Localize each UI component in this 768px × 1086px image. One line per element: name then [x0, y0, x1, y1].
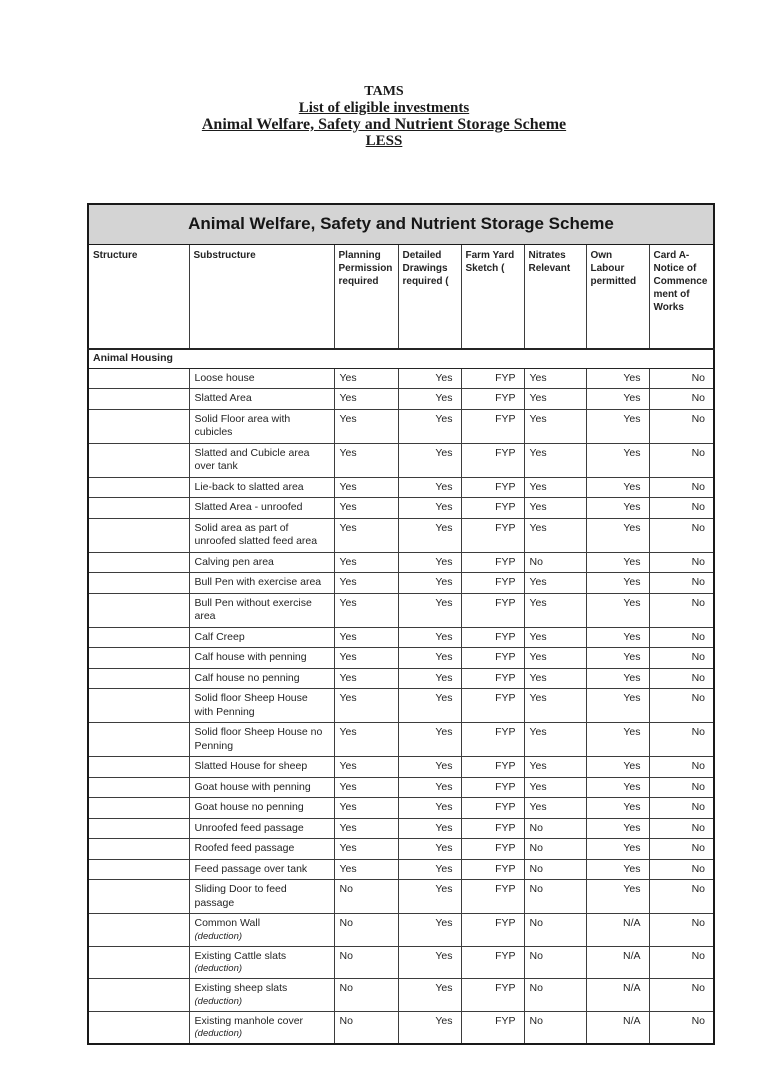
- farm-yard-sketch-cell: FYP: [461, 443, 524, 477]
- substructure-label: Calf house with penning: [194, 651, 307, 663]
- table-row: [88, 668, 714, 689]
- nitrates-relevant-cell: Yes: [524, 389, 586, 410]
- card-a-cell: No: [649, 668, 714, 689]
- substructure-label: Existing Cattle slats: [194, 949, 287, 962]
- table-row: [88, 477, 714, 498]
- planning-permission-cell: Yes: [334, 839, 398, 860]
- own-labour-cell: Yes: [586, 777, 649, 798]
- substructure-cell: [189, 593, 334, 627]
- own-labour-cell: Yes: [586, 443, 649, 477]
- table-row: [88, 518, 714, 552]
- substructure-label: Slatted House for sheep: [194, 760, 308, 772]
- farm-yard-sketch-cell: FYP: [461, 518, 524, 552]
- structure-cell: [88, 518, 189, 552]
- table-row: [88, 839, 714, 860]
- nitrates-relevant-cell: No: [524, 979, 586, 1012]
- nitrates-relevant-cell: No: [524, 1011, 586, 1044]
- nitrates-relevant-cell: Yes: [524, 689, 586, 723]
- table-row: [88, 627, 714, 648]
- substructure-cell: [189, 798, 334, 819]
- detailed-drawings-cell: Yes: [398, 798, 461, 819]
- farm-yard-sketch-cell: FYP: [461, 914, 524, 947]
- detailed-drawings-cell: Yes: [398, 946, 461, 979]
- card-a-cell: No: [649, 409, 714, 443]
- planning-permission-cell: Yes: [334, 689, 398, 723]
- column-header-planning-permission: Planning Permission required: [334, 244, 398, 349]
- substructure-label: Loose house: [194, 371, 255, 384]
- substructure-cell: [189, 368, 334, 389]
- planning-permission-cell: No: [334, 1011, 398, 1044]
- substructure-cell: [189, 859, 334, 880]
- deduction-note: (deduction): [194, 995, 243, 1007]
- card-a-cell: No: [649, 593, 714, 627]
- nitrates-relevant-cell: Yes: [524, 593, 586, 627]
- nitrates-relevant-cell: Yes: [524, 518, 586, 552]
- farm-yard-sketch-cell: FYP: [461, 627, 524, 648]
- card-a-cell: No: [649, 946, 714, 979]
- own-labour-cell: Yes: [586, 818, 649, 839]
- structure-cell: [88, 777, 189, 798]
- table-row: [88, 689, 714, 723]
- nitrates-relevant-cell: Yes: [524, 723, 586, 757]
- substructure-cell: [189, 914, 334, 947]
- table-row: [88, 498, 714, 519]
- substructure-label: Common Wall: [194, 917, 261, 929]
- card-a-cell: No: [649, 552, 714, 573]
- detailed-drawings-cell: Yes: [398, 723, 461, 757]
- planning-permission-cell: Yes: [334, 777, 398, 798]
- detailed-drawings-cell: Yes: [398, 914, 461, 947]
- nitrates-relevant-cell: Yes: [524, 777, 586, 798]
- card-a-cell: No: [649, 689, 714, 723]
- substructure-label: Existing manhole cover: [194, 1014, 304, 1027]
- structure-cell: [88, 627, 189, 648]
- substructure-label: Solid Floor area with cubicles: [194, 412, 291, 438]
- own-labour-cell: Yes: [586, 839, 649, 860]
- planning-permission-cell: Yes: [334, 518, 398, 552]
- card-a-cell: No: [649, 757, 714, 778]
- own-labour-cell: Yes: [586, 477, 649, 498]
- substructure-label: Bull Pen with exercise area: [194, 576, 322, 588]
- card-a-cell: No: [649, 723, 714, 757]
- table-row: [88, 648, 714, 669]
- detailed-drawings-cell: Yes: [398, 368, 461, 389]
- substructure-label: Calf Creep: [194, 630, 245, 643]
- table-title-row: [88, 204, 714, 244]
- table-row: [88, 389, 714, 410]
- substructure-label: Slatted Area - unroofed: [194, 501, 303, 513]
- structure-cell: [88, 368, 189, 389]
- card-a-cell: No: [649, 368, 714, 389]
- detailed-drawings-cell: Yes: [398, 880, 461, 914]
- own-labour-cell: N/A: [586, 914, 649, 947]
- scheme-table: [87, 203, 715, 1045]
- nitrates-relevant-cell: Yes: [524, 409, 586, 443]
- table-row: [88, 757, 714, 778]
- farm-yard-sketch-cell: FYP: [461, 668, 524, 689]
- structure-cell: [88, 1011, 189, 1044]
- card-a-cell: No: [649, 389, 714, 410]
- detailed-drawings-cell: Yes: [398, 648, 461, 669]
- table-row: [88, 880, 714, 914]
- own-labour-cell: N/A: [586, 979, 649, 1012]
- deduction-note: (deduction): [194, 1028, 243, 1039]
- own-labour-cell: Yes: [586, 498, 649, 519]
- own-labour-cell: N/A: [586, 946, 649, 979]
- own-labour-cell: Yes: [586, 627, 649, 648]
- detailed-drawings-cell: Yes: [398, 1011, 461, 1044]
- structure-cell: [88, 818, 189, 839]
- farm-yard-sketch-cell: FYP: [461, 389, 524, 410]
- structure-cell: [88, 593, 189, 627]
- doc-heading-less: LESS: [365, 133, 403, 149]
- detailed-drawings-cell: Yes: [398, 552, 461, 573]
- structure-cell: [88, 859, 189, 880]
- table-row: [88, 946, 714, 979]
- substructure-label: Unroofed feed passage: [194, 821, 304, 834]
- substructure-label: Slatted Area: [194, 392, 252, 404]
- structure-cell: [88, 979, 189, 1012]
- detailed-drawings-cell: Yes: [398, 839, 461, 860]
- table-row: [88, 593, 714, 627]
- table-title: Animal Welfare, Safety and Nutrient Storage Scheme: [88, 204, 714, 244]
- substructure-label: Solid floor Sheep House with Penning: [194, 692, 308, 718]
- detailed-drawings-cell: Yes: [398, 757, 461, 778]
- own-labour-cell: Yes: [586, 668, 649, 689]
- nitrates-relevant-cell: Yes: [524, 573, 586, 594]
- substructure-label: Bull Pen without exercise area: [194, 596, 312, 622]
- structure-cell: [88, 880, 189, 914]
- structure-cell: [88, 552, 189, 573]
- column-header-card-a: Card A-Notice of Commencement of Works: [649, 244, 714, 349]
- farm-yard-sketch-cell: FYP: [461, 859, 524, 880]
- farm-yard-sketch-cell: FYP: [461, 723, 524, 757]
- detailed-drawings-cell: Yes: [398, 689, 461, 723]
- planning-permission-cell: Yes: [334, 443, 398, 477]
- substructure-cell: [189, 946, 334, 979]
- substructure-cell: [189, 757, 334, 778]
- planning-permission-cell: Yes: [334, 648, 398, 669]
- deduction-note: (deduction): [194, 963, 243, 974]
- substructure-label: Calf house no penning: [194, 671, 300, 684]
- farm-yard-sketch-cell: FYP: [461, 552, 524, 573]
- farm-yard-sketch-cell: FYP: [461, 777, 524, 798]
- substructure-cell: [189, 648, 334, 669]
- planning-permission-cell: Yes: [334, 818, 398, 839]
- table-row: [88, 979, 714, 1012]
- table-row: [88, 798, 714, 819]
- planning-permission-cell: No: [334, 880, 398, 914]
- planning-permission-cell: Yes: [334, 859, 398, 880]
- structure-cell: [88, 723, 189, 757]
- detailed-drawings-cell: Yes: [398, 979, 461, 1012]
- substructure-cell: [189, 880, 334, 914]
- table-row: [88, 914, 714, 947]
- card-a-cell: No: [649, 777, 714, 798]
- nitrates-relevant-cell: No: [524, 839, 586, 860]
- column-header-structure: Structure: [88, 244, 189, 349]
- substructure-cell: [189, 498, 334, 519]
- planning-permission-cell: No: [334, 914, 398, 947]
- planning-permission-cell: Yes: [334, 668, 398, 689]
- column-header-row: [88, 244, 714, 349]
- farm-yard-sketch-cell: FYP: [461, 689, 524, 723]
- detailed-drawings-cell: Yes: [398, 498, 461, 519]
- substructure-cell: [189, 518, 334, 552]
- card-a-cell: No: [649, 839, 714, 860]
- farm-yard-sketch-cell: FYP: [461, 798, 524, 819]
- structure-cell: [88, 648, 189, 669]
- substructure-cell: [189, 477, 334, 498]
- structure-cell: [88, 839, 189, 860]
- own-labour-cell: Yes: [586, 880, 649, 914]
- detailed-drawings-cell: Yes: [398, 518, 461, 552]
- nitrates-relevant-cell: No: [524, 914, 586, 947]
- table-row: [88, 723, 714, 757]
- document-headings: [0, 84, 768, 149]
- nitrates-relevant-cell: Yes: [524, 668, 586, 689]
- planning-permission-cell: Yes: [334, 757, 398, 778]
- substructure-label: Slatted and Cubicle area over tank: [194, 446, 310, 472]
- card-a-cell: No: [649, 979, 714, 1012]
- doc-heading-scheme: Animal Welfare, Safety and Nutrient Storage Scheme: [201, 116, 567, 133]
- own-labour-cell: Yes: [586, 593, 649, 627]
- planning-permission-cell: Yes: [334, 477, 398, 498]
- structure-cell: [88, 498, 189, 519]
- detailed-drawings-cell: Yes: [398, 777, 461, 798]
- nitrates-relevant-cell: Yes: [524, 368, 586, 389]
- card-a-cell: No: [649, 443, 714, 477]
- planning-permission-cell: Yes: [334, 593, 398, 627]
- substructure-label: Solid floor Sheep House no Penning: [194, 726, 323, 752]
- substructure-label: Lie-back to slatted area: [194, 480, 304, 493]
- farm-yard-sketch-cell: FYP: [461, 946, 524, 979]
- substructure-cell: [189, 818, 334, 839]
- nitrates-relevant-cell: No: [524, 552, 586, 573]
- card-a-cell: No: [649, 518, 714, 552]
- substructure-cell: [189, 627, 334, 648]
- card-a-cell: No: [649, 859, 714, 880]
- substructure-cell: [189, 689, 334, 723]
- column-header-nitrates-relevant: Nitrates Relevant: [524, 244, 586, 349]
- structure-cell: [88, 668, 189, 689]
- table-row: [88, 573, 714, 594]
- substructure-cell: [189, 1011, 334, 1044]
- nitrates-relevant-cell: Yes: [524, 477, 586, 498]
- own-labour-cell: Yes: [586, 518, 649, 552]
- farm-yard-sketch-cell: FYP: [461, 648, 524, 669]
- own-labour-cell: N/A: [586, 1011, 649, 1044]
- farm-yard-sketch-cell: FYP: [461, 979, 524, 1012]
- substructure-label: Calving pen area: [194, 555, 274, 568]
- structure-cell: [88, 914, 189, 947]
- card-a-cell: No: [649, 573, 714, 594]
- card-a-cell: No: [649, 818, 714, 839]
- nitrates-relevant-cell: Yes: [524, 798, 586, 819]
- farm-yard-sketch-cell: FYP: [461, 593, 524, 627]
- card-a-cell: No: [649, 880, 714, 914]
- substructure-label: Solid area as part of unroofed slatted feed area: [194, 521, 318, 547]
- own-labour-cell: Yes: [586, 648, 649, 669]
- own-labour-cell: Yes: [586, 389, 649, 410]
- nitrates-relevant-cell: Yes: [524, 648, 586, 669]
- nitrates-relevant-cell: No: [524, 946, 586, 979]
- farm-yard-sketch-cell: FYP: [461, 818, 524, 839]
- section-label: Animal Housing: [88, 349, 714, 368]
- detailed-drawings-cell: Yes: [398, 668, 461, 689]
- doc-heading-tams: TAMS: [364, 84, 404, 99]
- table-row: [88, 1011, 714, 1044]
- column-header-substructure: Substructure: [189, 244, 334, 349]
- deduction-note: (deduction): [194, 930, 243, 942]
- planning-permission-cell: Yes: [334, 389, 398, 410]
- structure-cell: [88, 409, 189, 443]
- table-row: [88, 859, 714, 880]
- planning-permission-cell: Yes: [334, 723, 398, 757]
- nitrates-relevant-cell: No: [524, 859, 586, 880]
- farm-yard-sketch-cell: FYP: [461, 498, 524, 519]
- card-a-cell: No: [649, 914, 714, 947]
- structure-cell: [88, 757, 189, 778]
- card-a-cell: No: [649, 477, 714, 498]
- structure-cell: [88, 689, 189, 723]
- farm-yard-sketch-cell: FYP: [461, 757, 524, 778]
- substructure-label: Roofed feed passage: [194, 842, 295, 854]
- own-labour-cell: Yes: [586, 368, 649, 389]
- table-row: [88, 368, 714, 389]
- table-row: [88, 818, 714, 839]
- farm-yard-sketch-cell: FYP: [461, 573, 524, 594]
- column-header-own-labour: Own Labour permitted: [586, 244, 649, 349]
- detailed-drawings-cell: Yes: [398, 389, 461, 410]
- planning-permission-cell: Yes: [334, 368, 398, 389]
- own-labour-cell: Yes: [586, 798, 649, 819]
- own-labour-cell: Yes: [586, 723, 649, 757]
- detailed-drawings-cell: Yes: [398, 409, 461, 443]
- table-row: [88, 443, 714, 477]
- planning-permission-cell: Yes: [334, 627, 398, 648]
- farm-yard-sketch-cell: FYP: [461, 368, 524, 389]
- nitrates-relevant-cell: Yes: [524, 498, 586, 519]
- farm-yard-sketch-cell: FYP: [461, 880, 524, 914]
- detailed-drawings-cell: Yes: [398, 573, 461, 594]
- substructure-cell: [189, 409, 334, 443]
- planning-permission-cell: Yes: [334, 409, 398, 443]
- planning-permission-cell: Yes: [334, 798, 398, 819]
- substructure-cell: [189, 443, 334, 477]
- structure-cell: [88, 946, 189, 979]
- substructure-cell: [189, 389, 334, 410]
- card-a-cell: No: [649, 1011, 714, 1044]
- structure-cell: [88, 798, 189, 819]
- nitrates-relevant-cell: Yes: [524, 757, 586, 778]
- structure-cell: [88, 477, 189, 498]
- card-a-cell: No: [649, 798, 714, 819]
- farm-yard-sketch-cell: FYP: [461, 477, 524, 498]
- detailed-drawings-cell: Yes: [398, 443, 461, 477]
- nitrates-relevant-cell: Yes: [524, 627, 586, 648]
- substructure-label: Goat house no penning: [194, 801, 304, 813]
- planning-permission-cell: No: [334, 946, 398, 979]
- structure-cell: [88, 443, 189, 477]
- table-row: [88, 552, 714, 573]
- substructure-cell: [189, 552, 334, 573]
- substructure-cell: [189, 723, 334, 757]
- detailed-drawings-cell: Yes: [398, 818, 461, 839]
- detailed-drawings-cell: Yes: [398, 627, 461, 648]
- substructure-cell: [189, 839, 334, 860]
- own-labour-cell: Yes: [586, 757, 649, 778]
- farm-yard-sketch-cell: FYP: [461, 839, 524, 860]
- substructure-cell: [189, 573, 334, 594]
- substructure-label: Goat house with penning: [194, 780, 311, 793]
- nitrates-relevant-cell: No: [524, 880, 586, 914]
- card-a-cell: No: [649, 648, 714, 669]
- card-a-cell: No: [649, 627, 714, 648]
- substructure-cell: [189, 979, 334, 1012]
- detailed-drawings-cell: Yes: [398, 477, 461, 498]
- detailed-drawings-cell: Yes: [398, 859, 461, 880]
- card-a-cell: No: [649, 498, 714, 519]
- table-row: [88, 777, 714, 798]
- substructure-label: Feed passage over tank: [194, 862, 308, 875]
- column-header-farm-yard-sketch: Farm Yard Sketch (: [461, 244, 524, 349]
- planning-permission-cell: No: [334, 979, 398, 1012]
- planning-permission-cell: Yes: [334, 498, 398, 519]
- own-labour-cell: Yes: [586, 573, 649, 594]
- own-labour-cell: Yes: [586, 689, 649, 723]
- farm-yard-sketch-cell: FYP: [461, 1011, 524, 1044]
- planning-permission-cell: Yes: [334, 552, 398, 573]
- own-labour-cell: Yes: [586, 859, 649, 880]
- structure-cell: [88, 573, 189, 594]
- nitrates-relevant-cell: No: [524, 818, 586, 839]
- substructure-cell: [189, 668, 334, 689]
- own-labour-cell: Yes: [586, 552, 649, 573]
- substructure-cell: [189, 777, 334, 798]
- planning-permission-cell: Yes: [334, 573, 398, 594]
- section-row-animal-housing: [88, 349, 714, 368]
- structure-cell: [88, 389, 189, 410]
- doc-heading-investments: List of eligible investments: [298, 100, 470, 116]
- substructure-label: Existing sheep slats: [194, 982, 288, 994]
- detailed-drawings-cell: Yes: [398, 593, 461, 627]
- farm-yard-sketch-cell: FYP: [461, 409, 524, 443]
- substructure-label: Sliding Door to feed passage: [194, 883, 287, 909]
- column-header-detailed-drawings: Detailed Drawings required (: [398, 244, 461, 349]
- nitrates-relevant-cell: Yes: [524, 443, 586, 477]
- own-labour-cell: Yes: [586, 409, 649, 443]
- table-row: [88, 409, 714, 443]
